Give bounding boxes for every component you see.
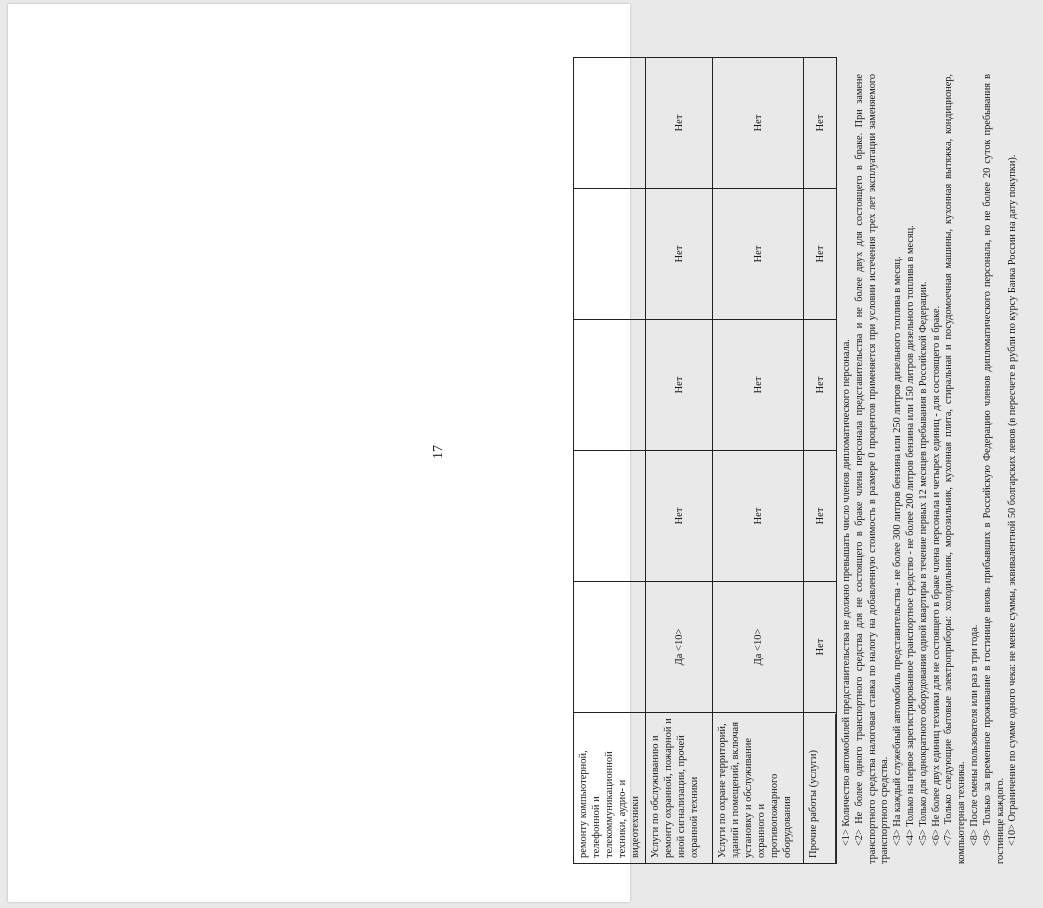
table-row xyxy=(646,58,713,864)
value-cell: Нет xyxy=(804,582,837,713)
page-number: 17 xyxy=(431,445,446,459)
footnote: <6> Не более двух единиц техники для не состоящего в браке члена персонала и четырех единиц - для состоящего в браке. xyxy=(930,305,942,846)
value-cell: Нет xyxy=(646,320,713,451)
rotated-content xyxy=(573,64,1043,864)
value-cell: Нет xyxy=(713,189,804,320)
footnote: <8> После смены пользователя или раз в три года. xyxy=(968,624,980,846)
footnote: <9> Только за временное проживание в гостинице вновь прибывших в Российскую Федерацию членов дипломатического персонала, но не более 20 суток пребывания в гостинице каждого. xyxy=(981,74,1006,864)
value-cell xyxy=(574,582,646,713)
table-row xyxy=(574,58,646,864)
value-cell: Нет xyxy=(804,320,837,451)
value-cell xyxy=(574,189,646,320)
service-cell: ремонту компьютерной, телефонной и телекоммуникационной техники, аудио- и видеотехники xyxy=(574,713,646,864)
value-cell: Нет xyxy=(713,320,804,451)
footnote: <5> Только для однократного оборудования одной квартиры в течение первых 12 месяцев пребывания в Российской Федерации. xyxy=(917,281,929,846)
value-cell xyxy=(574,451,646,582)
footnote-divider xyxy=(835,714,836,864)
value-cell: Да <10> xyxy=(646,582,713,713)
value-cell: Нет xyxy=(713,58,804,189)
service-cell: Услуги по обслуживанию и ремонту охранной, пожарной и иной сигнализации, прочей охранной техники xyxy=(646,713,713,864)
value-cell: Нет xyxy=(804,189,837,320)
value-cell: Нет xyxy=(804,58,837,189)
value-cell: Нет xyxy=(804,451,837,582)
value-cell xyxy=(574,58,646,189)
footnote: <10> Ограничение по сумме одного чека: не менее суммы, эквивалентной 50 болгарских левов (в пересчете в рубли по курсу Банка России на дату покупки). xyxy=(1007,154,1019,846)
service-cell: Прочие работы (услуги) xyxy=(804,713,837,864)
value-cell: Нет xyxy=(646,58,713,189)
footnote: <1> Количество автомобилей представительства не должно превышать число членов дипломатического персонала. xyxy=(841,339,852,846)
table-row xyxy=(713,58,804,864)
footnote: <7> Только следующие бытовые электроприборы: холодильник, морозильник, кухонная плита, стиральная и посудомоечная машины, кухонная вытяжка, кондиционер, компьютерная техника. xyxy=(943,74,968,864)
table-row xyxy=(804,58,837,864)
value-cell xyxy=(574,320,646,451)
value-cell: Нет xyxy=(713,451,804,582)
value-cell: Да <10> xyxy=(713,582,804,713)
document-page xyxy=(8,4,1019,902)
service-cell: Услуги по охране территорий, зданий и помещений, включая установку и обслуживание охранного и противопожарного оборудования xyxy=(713,713,804,864)
value-cell: Нет xyxy=(646,189,713,320)
footnote: <4> Только на первое зарегистрированное транспортное средство - не более 200 литров бензина или 150 литров дизельного топлива в месяц. xyxy=(904,225,916,846)
footnotes xyxy=(841,74,1020,864)
value-cell: Нет xyxy=(646,451,713,582)
footnote: <3> На каждый служебный автомобиль представительства - не более 300 литров бензина или 250 литров дизельного топлива в месяц. xyxy=(892,256,904,846)
services-table xyxy=(573,57,837,864)
footnote: <2> Не более одного транспортного средства для не состоящего в браке члена персонала представительства и не более двух для состоящего в браке. При замене транспортного средства налоговая ставка по налогу на добавленную стоимость в размере 0 процентов применяется при условии истечения трех лет эксплуатации заменяемого транспортного средства. xyxy=(853,74,891,864)
